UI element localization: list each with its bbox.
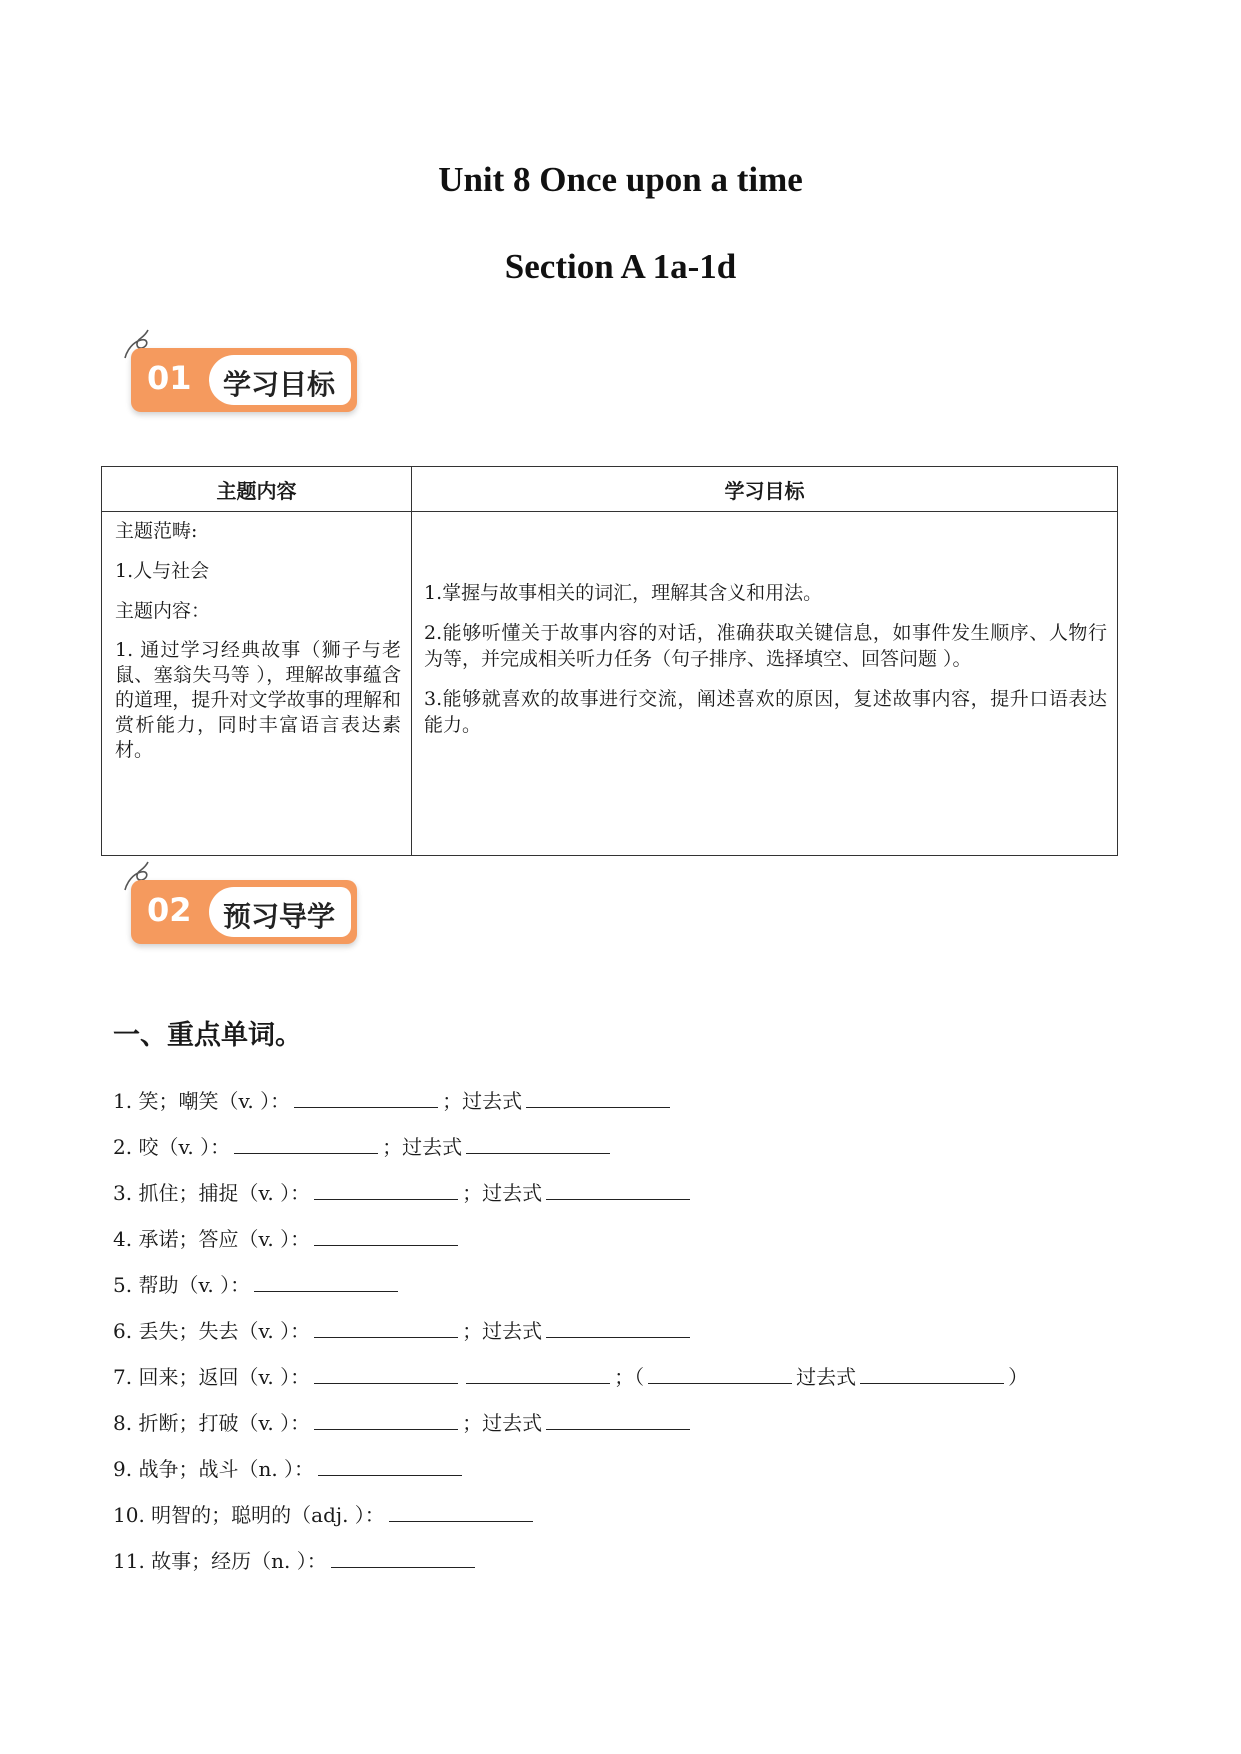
goal-item-3: 3.能够就喜欢的故事进行交流，阐述喜欢的原因，复述故事内容，提升口语表达能力。 — [424, 688, 1107, 736]
answer-blank[interactable] — [546, 1405, 690, 1430]
answer-blank[interactable] — [314, 1359, 458, 1384]
vocab-list — [113, 1078, 1113, 1584]
answer-blank[interactable] — [860, 1359, 1004, 1384]
vocab-item — [113, 1078, 1113, 1124]
header-topic: 主题内容 — [102, 467, 412, 512]
vocab-item — [113, 1124, 1113, 1170]
topic-content-label: 主题内容： — [115, 600, 211, 622]
vocab-item — [113, 1262, 1113, 1308]
topic-content-text: 1. 通过学习经典故事（狮子与老鼠、塞翁失马等 ），理解故事蕴含的道理，提升对文学故事的理解和赏析能力，同时丰富语言表达素材。 — [115, 639, 401, 761]
header-goals: 学习目标 — [412, 467, 1118, 512]
answer-blank[interactable] — [546, 1175, 690, 1200]
answer-blank[interactable] — [648, 1359, 792, 1384]
past-tense-label: ；过去式 — [382, 1135, 463, 1159]
vocab-item — [113, 1308, 1113, 1354]
answer-blank[interactable] — [318, 1451, 462, 1476]
answer-blank[interactable] — [389, 1497, 533, 1522]
answer-blank[interactable] — [546, 1313, 690, 1338]
paren-open: ；（ — [614, 1365, 645, 1389]
badge-label: 预习导学 — [222, 900, 335, 933]
goals-cell — [412, 512, 1118, 856]
answer-blank[interactable] — [526, 1083, 670, 1108]
badge-number: 01 — [147, 359, 192, 397]
answer-blank[interactable] — [314, 1405, 458, 1430]
paren-close: ） — [1008, 1365, 1029, 1389]
vocab-label: 5. 帮助（v. ）： — [113, 1273, 251, 1297]
vocab-heading: 一、重点单词。 — [113, 1020, 302, 1051]
topic-category-label: 主题范畴: — [115, 520, 198, 542]
badge-pill — [131, 880, 357, 944]
answer-blank[interactable] — [234, 1129, 378, 1154]
topic-category-value: 1.人与社会 — [115, 560, 210, 582]
vocab-item — [113, 1216, 1113, 1262]
past-tense-label: ；过去式 — [462, 1319, 543, 1343]
answer-blank[interactable] — [466, 1129, 610, 1154]
vocab-label: 3. 抓住；捕捉（v. ）： — [113, 1181, 311, 1205]
section-title: Section A 1a-1d — [504, 247, 737, 286]
vocab-label: 1. 笑；嘲笑（v. ）： — [113, 1089, 291, 1113]
vocab-item — [113, 1538, 1113, 1584]
answer-blank[interactable] — [314, 1175, 458, 1200]
vocab-label: 4. 承诺；答应（v. ）： — [113, 1227, 311, 1251]
vocab-item — [113, 1400, 1113, 1446]
badge-number: 02 — [147, 891, 192, 929]
vocab-label: 9. 战争；战斗（n. ）： — [113, 1457, 315, 1481]
past-tense-label: ；过去式 — [462, 1181, 543, 1205]
answer-blank[interactable] — [294, 1083, 438, 1108]
goal-item-2: 2.能够听懂关于故事内容的对话，准确获取关键信息，如事件发生顺序、人物行为等，并完成相关听力任务（句子排序、选择填空、回答问题 ）。 — [424, 622, 1107, 670]
vocab-label: 8. 折断；打破（v. ）： — [113, 1411, 311, 1435]
vocab-item — [113, 1492, 1113, 1538]
answer-blank[interactable] — [466, 1359, 610, 1384]
past-tense-label: ；过去式 — [462, 1411, 543, 1435]
past-tense-label: ；过去式 — [442, 1089, 523, 1113]
vocab-label: 6. 丢失；失去（v. ）： — [113, 1319, 311, 1343]
badge-label: 学习目标 — [222, 368, 335, 401]
badge-pill — [131, 348, 357, 412]
answer-blank[interactable] — [314, 1221, 458, 1246]
badge-label-box — [209, 887, 351, 937]
vocab-label: 2. 咬（v. ）： — [113, 1135, 231, 1159]
vocab-label: 10. 明智的；聪明的（adj. ）： — [113, 1503, 385, 1527]
vocab-label: 11. 故事；经历（n. ）： — [113, 1549, 327, 1573]
section-badge-preview — [121, 860, 361, 950]
goals-table — [101, 466, 1118, 856]
vocab-item — [113, 1354, 1113, 1400]
unit-title: Unit 8 Once upon a time — [438, 160, 803, 199]
vocab-item — [113, 1446, 1113, 1492]
vocab-item — [113, 1170, 1113, 1216]
badge-label-box — [209, 355, 351, 405]
past-tense-label: 过去式 — [796, 1365, 857, 1389]
table-row — [102, 512, 1118, 856]
goal-item-1: 1.掌握与故事相关的词汇，理解其含义和用法。 — [424, 582, 823, 604]
table-header-row — [102, 467, 1118, 512]
vocab-label: 7. 回来；返回（v. ）： — [113, 1365, 311, 1389]
answer-blank[interactable] — [254, 1267, 398, 1292]
section-badge-goals — [121, 328, 361, 418]
answer-blank[interactable] — [331, 1543, 475, 1568]
answer-blank[interactable] — [314, 1313, 458, 1338]
topic-cell — [102, 512, 412, 856]
